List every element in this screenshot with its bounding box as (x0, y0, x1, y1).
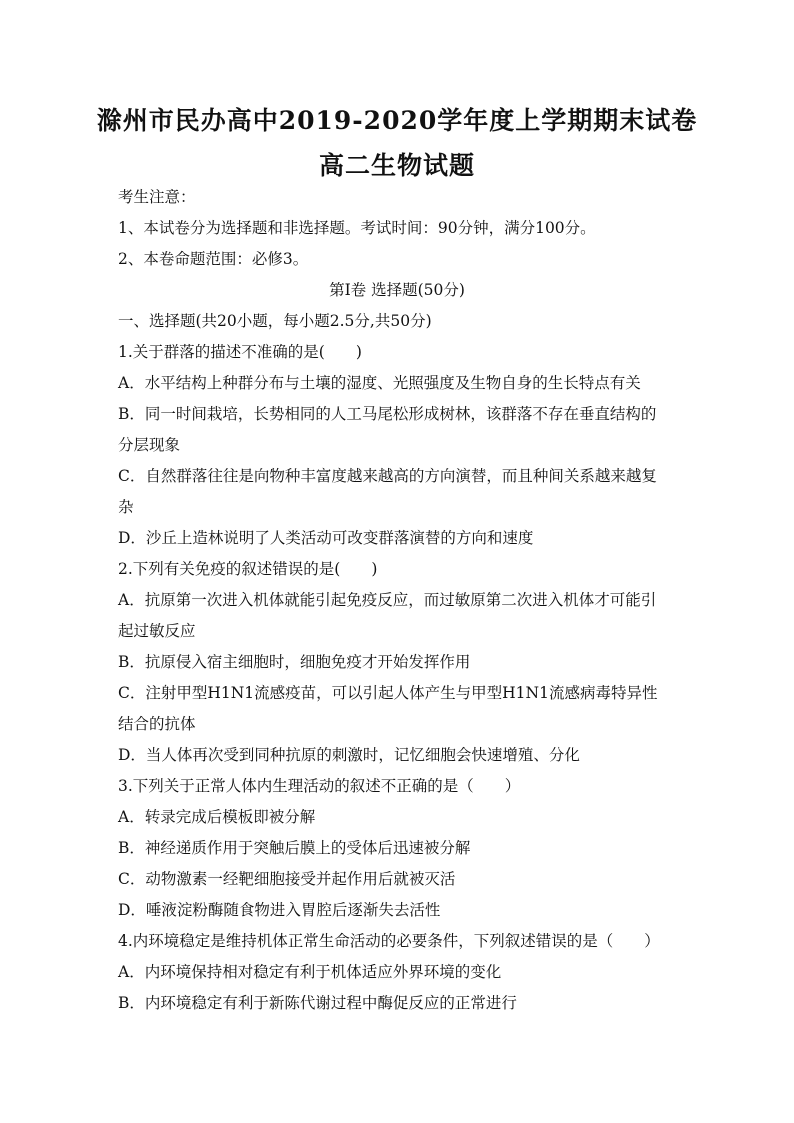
question-option-cont: 起过敏反应 (118, 622, 196, 640)
question-option: D．当人体再次受到同种抗原的刺激时，记忆细胞会快速增殖、分化 (118, 746, 580, 764)
section-title: 第I卷 选择题(50分) (329, 281, 465, 299)
question-option: A．内环境保持相对稳定有利于机体适应外界环境的变化 (118, 963, 502, 981)
question-stem: 1.关于群落的描述不准确的是( ) (118, 343, 362, 361)
question-option: B．神经递质作用于突触后膜上的受体后迅速被分解 (118, 839, 471, 857)
question-option: B．同一时间栽培，长势相同的人工马尾松形成树林，该群落不存在垂直结构的 (118, 405, 657, 423)
question-option-cont: 分层现象 (118, 436, 181, 454)
question-option: B．内环境稳定有利于新陈代谢过程中酶促反应的正常进行 (118, 994, 517, 1012)
exam-title: 滁州市民办高中2019-2020学年度上学期期末试卷 (96, 106, 698, 135)
part-heading: 一、选择题(共20小题，每小题2.5分,共50分) (118, 312, 432, 330)
question-option: D．唾液淀粉酶随食物进入胃腔后逐渐失去活性 (118, 901, 441, 919)
notes-heading: 考生注意： (118, 188, 196, 206)
question-option: C．注射甲型H1N1流感疫苗，可以引起人体产生与甲型H1N1流感病毒特异性 (118, 684, 658, 702)
question-option: C．动物激素一经靶细胞接受并起作用后就被灭活 (118, 870, 456, 888)
question-option-cont: 杂 (118, 498, 134, 516)
question-option: A．水平结构上种群分布与土壤的湿度、光照强度及生物自身的生长特点有关 (118, 374, 641, 392)
question-stem: 3.下列关于正常人体内生理活动的叙述不正确的是（ ） (118, 777, 521, 795)
question-option: D．沙丘上造林说明了人类活动可改变群落演替的方向和速度 (118, 529, 534, 547)
exam-subtitle: 高二生物试题 (318, 151, 475, 180)
question-option-cont: 结合的抗体 (118, 715, 196, 733)
question-option: A．抗原第一次进入机体就能引起免疫反应，而过敏原第二次进入机体才可能引 (118, 591, 657, 609)
question-option: A．转录完成后模板即被分解 (118, 808, 316, 826)
question-option: B．抗原侵入宿主细胞时，细胞免疫才开始发挥作用 (118, 653, 471, 671)
question-stem: 2.下列有关免疫的叙述错误的是( ) (118, 560, 378, 578)
note-item: 1、本试卷分为选择题和非选择题。考试时间：90分钟，满分100分。 (118, 219, 596, 237)
question-option: C．自然群落往往是向物种丰富度越来越高的方向演替，而且种间关系越来越复 (118, 467, 657, 485)
note-item: 2、本卷命题范围：必修3。 (118, 250, 309, 268)
question-stem: 4.内环境稳定是维持机体正常生命活动的必要条件，下列叙述错误的是（ ） (118, 932, 660, 950)
